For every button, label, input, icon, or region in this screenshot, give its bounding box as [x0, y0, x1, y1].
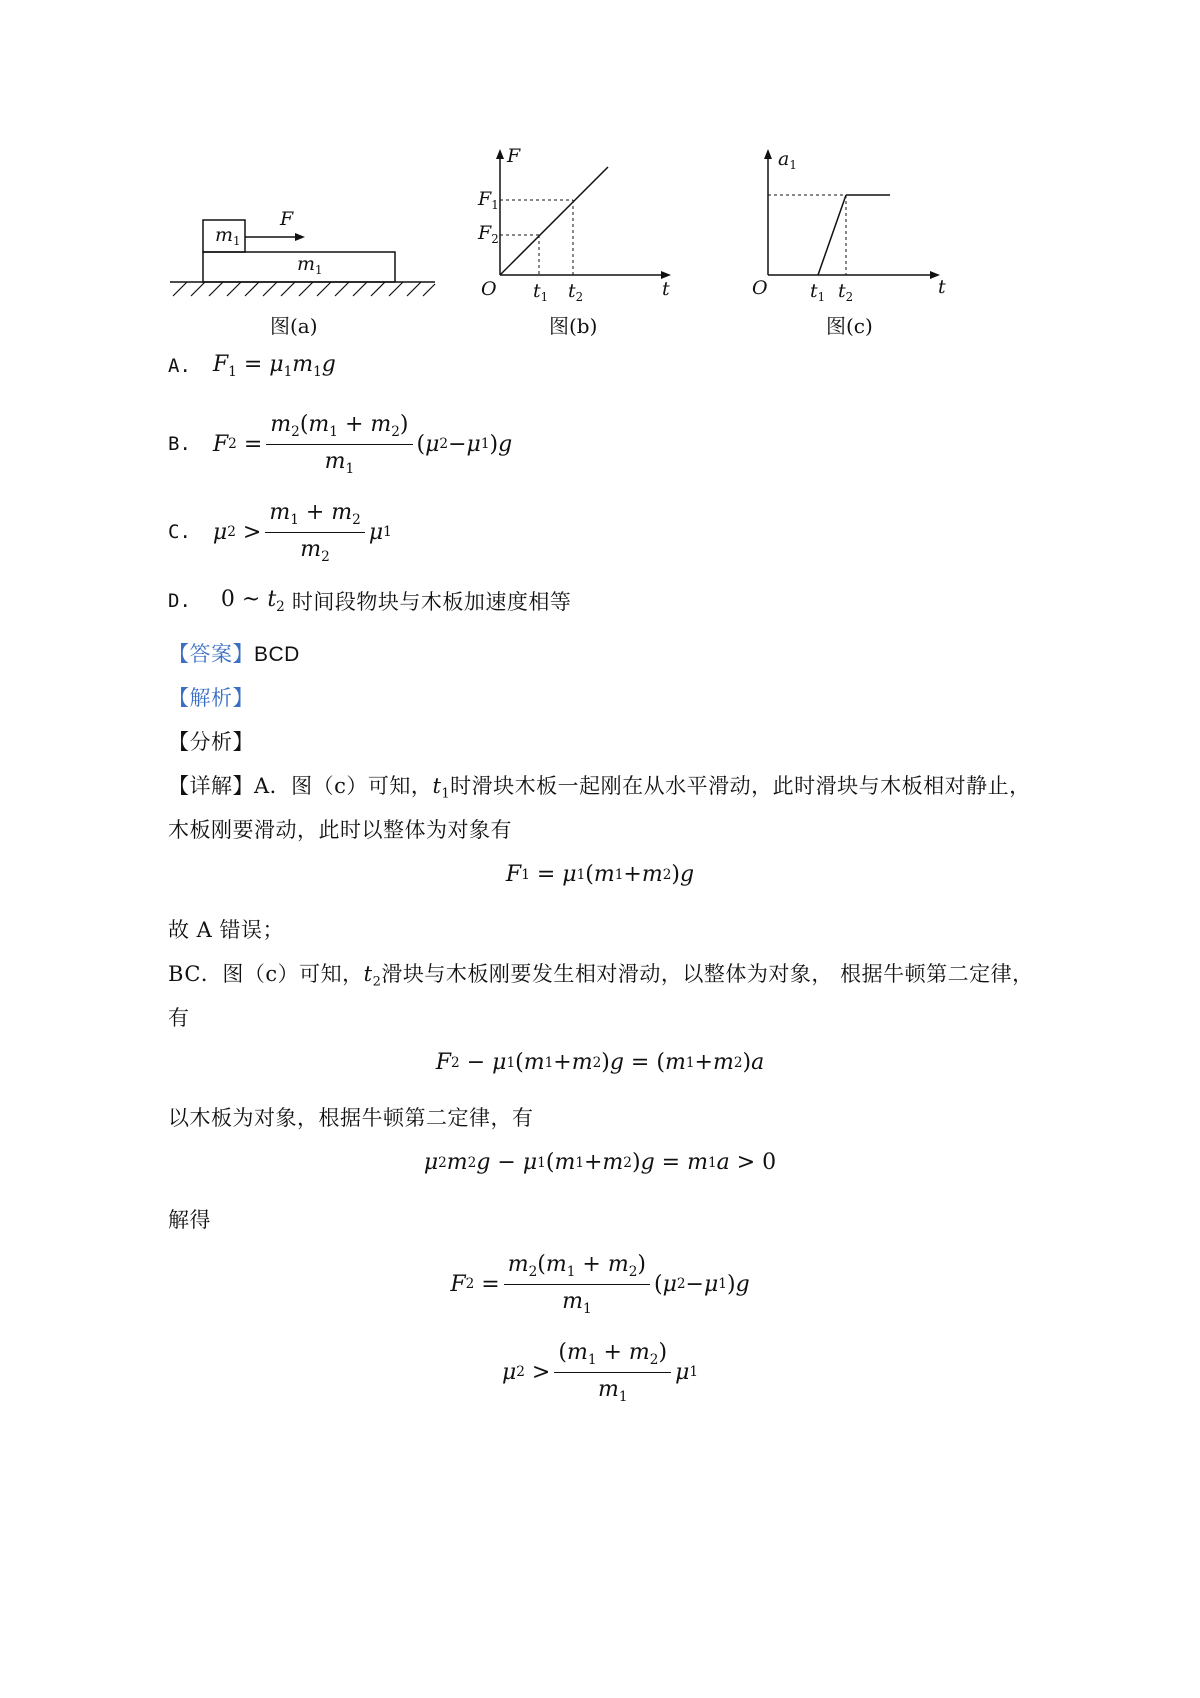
block-label: $m_1$	[215, 224, 241, 249]
option-c-letter: C.	[168, 521, 191, 544]
board-label: $m_1$	[297, 253, 323, 278]
option-c	[168, 500, 392, 565]
board-line: 以木板为对象，根据牛顿第二定律，有	[168, 1106, 534, 1130]
b-tick-f1: $F_1$	[478, 188, 499, 213]
c-tick-t1: $t_1$	[810, 280, 826, 305]
equation-f2-result: F 2 = $\frac{m_2(m_1 + m_2)}{m_1}$ ( μ 2 − μ 1 ) g	[450, 1252, 750, 1317]
figure-a-caption: 图(a)	[270, 314, 318, 338]
equation-board: μ 2 m 2 g − μ 1 ( m 1 + m 2 ) g = m 1 a > 0	[423, 1150, 777, 1175]
answer-label: 【答案】	[168, 642, 254, 666]
conclusion-a: 故 A 错误；	[168, 918, 285, 942]
option-b	[168, 412, 512, 477]
c-y-arrowhead	[764, 149, 772, 159]
figure-b-caption: 图(b)	[549, 314, 598, 338]
detail-line1: 【详解】A．图（c）可知，$t_1$时滑块木板一起刚在从水平滑动，此时滑块与木板相对静止，	[168, 774, 1031, 802]
bc-line1: BC．图（c）可知，$t_2$滑块与木板刚要发生相对滑动，以整体为对象， 根据牛顿第二定律，	[168, 962, 1034, 990]
option-a	[168, 352, 336, 380]
c-ramp-line	[818, 195, 846, 275]
b-y-arrowhead	[496, 149, 504, 159]
equation-f1: F 1 = μ 1 ( m 1 + m 2 ) g	[505, 862, 695, 887]
fenxi-label: 【分析】	[168, 730, 254, 754]
b-f-line	[500, 167, 608, 275]
option-b-formula: F 2 = $\frac{m_2(m_1 + m_2)}{m_1}$ ( μ 2 − μ 1 ) g	[212, 412, 513, 477]
c-origin-label: O	[752, 277, 768, 299]
force-arrowhead	[295, 233, 305, 241]
option-b-letter: B.	[168, 433, 191, 456]
b-tick-f2: $F_2$	[478, 222, 499, 247]
analysis-label: 【解析】	[168, 686, 254, 710]
c-x-axis-label: t	[938, 276, 946, 298]
option-a-letter: A.	[168, 354, 191, 377]
c-tick-t2: $t_2$	[838, 280, 854, 305]
b-tick-t2: $t_2$	[568, 280, 584, 305]
b-tick-t1: $t_1$	[533, 280, 549, 305]
option-a-formula: $F_1 = \mu_1m_1g$	[212, 352, 336, 380]
equation-whole: F 2 − μ 1 ( m 1 + m 2 ) g = ( m 1 + m 2 ) a	[435, 1050, 765, 1075]
c-dashed-guides	[768, 195, 846, 275]
option-c-formula: μ 2 > $\frac{m_1 + m_2}{m_2}$ μ 1	[212, 500, 392, 565]
equation-mu-result: μ 2 > $\frac{(m_1 + m_2)}{m_1}$ μ 1	[501, 1340, 699, 1405]
option-d-text: 时间段物块与木板加速度相等	[291, 590, 572, 614]
b-x-axis-label: t	[662, 278, 670, 300]
b-y-axis-label: F	[507, 145, 521, 167]
answer-value: BCD	[254, 643, 300, 666]
solve-label: 解得	[168, 1208, 211, 1232]
option-d-formula: 0 ~ $t_2$	[220, 587, 285, 615]
b-origin-label: O	[481, 278, 497, 300]
force-label: F	[280, 208, 294, 230]
option-d-letter: D.	[168, 590, 191, 612]
detail-line2: 木板刚要滑动，此时以整体为对象有	[168, 818, 512, 842]
bc-line2: 有	[168, 1006, 190, 1030]
answer-line	[168, 638, 300, 668]
option-d	[168, 586, 571, 616]
figure-c-caption: 图(c)	[826, 314, 873, 338]
c-y-axis-label: $a_1$	[778, 148, 797, 173]
ground-hatching	[173, 282, 435, 296]
